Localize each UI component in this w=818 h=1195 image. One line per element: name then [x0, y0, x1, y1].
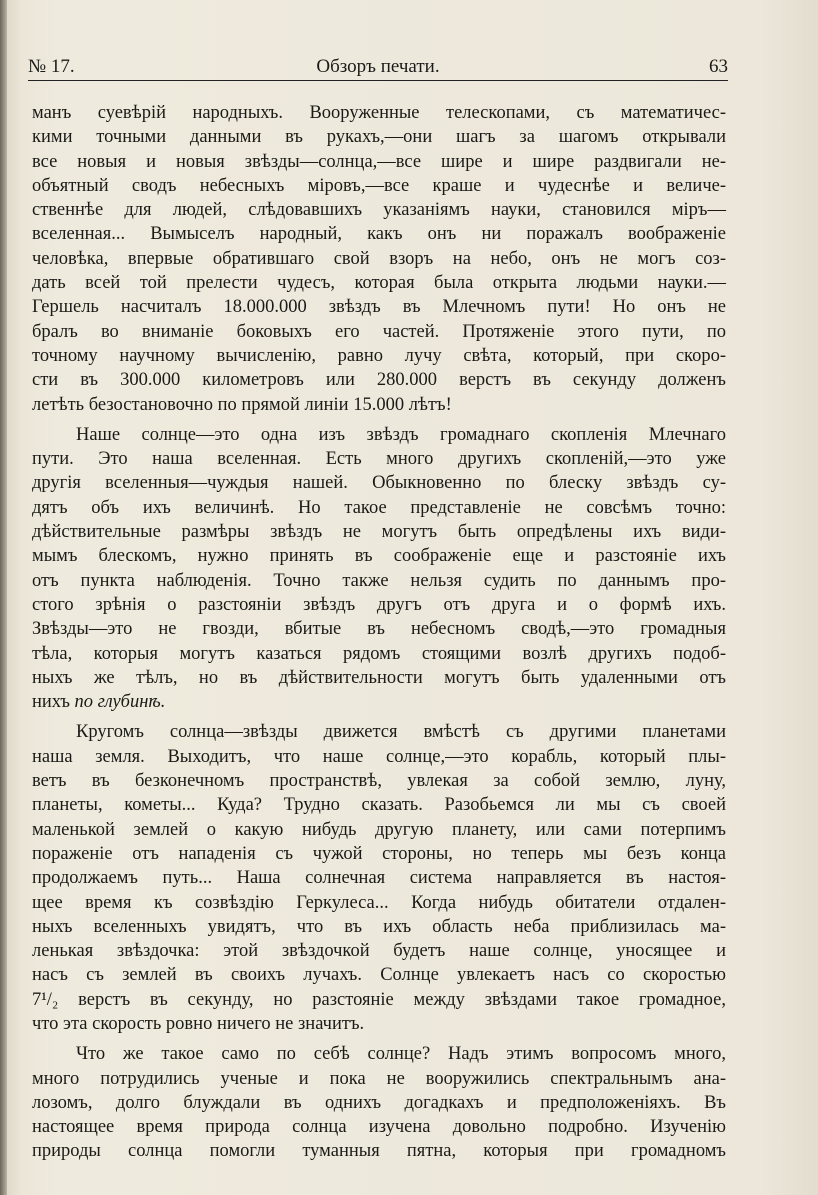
text-line: тѣла, которыя могутъ казаться рядомъ стоящими возлѣ другихъ подоб-	[32, 643, 726, 664]
text-line: летѣть безостановочно по прямой линіи 15.000 лѣтъ!	[32, 394, 452, 415]
text-line: бралъ во вниманіе боковыхъ его частей. Протяженіе этого пути, по	[32, 321, 726, 342]
text-line: стого зрѣнія о разстояніи звѣздъ другъ отъ друга и о формѣ ихъ.	[32, 594, 726, 615]
text-line: Кругомъ солнца—звѣзды движется вмѣстѣ съ другими планетами	[76, 722, 726, 743]
text-line: природы солнца помогли туманныя пятна, которыя при громадномъ	[32, 1141, 726, 1162]
text-line: планеты, кометы... Куда? Трудно сказать. Разобьемся ли мы съ своей	[32, 795, 726, 816]
text-line: манъ суевѣрій народныхъ. Вооруженные телескопами, съ математичес-	[32, 103, 726, 123]
text-line: отъ пункта наблюденія. Точно также нельзя судить по даннымъ про-	[32, 570, 726, 591]
text-line: все новыя и новыя звѣзды—солнца,—все шире и шире раздвигали не-	[32, 151, 726, 172]
header-rule	[28, 80, 728, 81]
text-line: продолжаемъ путь... Наша солнечная система направляется въ настоя-	[32, 868, 726, 889]
text-line: дѣйствительные размѣры звѣздъ не могутъ быть опредѣлены ихъ види-	[32, 522, 726, 543]
text-line: Гершель насчиталъ 18.000.000 звѣздъ въ Млечномъ пути! Но онъ не	[32, 297, 726, 318]
text-line: ныхъ вселенныхъ увидятъ, что въ ихъ область неба приблизилась ма-	[32, 916, 726, 937]
text-line: кими точными данными въ рукахъ,—они шагъ за шагомъ открывали	[32, 127, 726, 148]
paragraph	[32, 423, 726, 715]
text-line: объятный сводъ небесныхъ міровъ,—все краше и чудеснѣе и величе-	[32, 175, 726, 196]
text-line: дятъ объ ихъ величинѣ. Но такое представленіе не совсѣмъ точно:	[32, 497, 726, 518]
text-line: щее время къ созвѣздію Геркулеса... Когда нибудь обитатели отдален-	[32, 892, 726, 913]
paragraph	[32, 1042, 726, 1163]
text-line: точному научному вычисленію, равно лучу свѣта, который, при скоро-	[32, 345, 726, 366]
running-header	[28, 56, 728, 80]
text-line: ственнѣе для людей, слѣдовавшихъ указаніямъ науки, становился міръ—	[32, 200, 726, 221]
paragraph	[32, 101, 726, 417]
text-line: дать всей той прелести чудесъ, которая была открыта людьми науки.—	[32, 273, 726, 294]
italic-emphasis: по глубинѣ.	[74, 692, 166, 713]
text-line: человѣка, впервые обратившаго свой взоръ на небо, онъ не могъ соз-	[32, 248, 726, 269]
text-line: пораженіе отъ нападенія съ чужой стороны, но теперь мы безъ конца	[32, 843, 726, 864]
text-line: 7¹/₂ верстъ въ секунду, но разстояніе между звѣздами такое громадное,	[32, 989, 726, 1010]
page-binding-edge	[0, 0, 7, 1195]
text-line: Что же такое само по себѣ солнце? Надъ этимъ вопросомъ много,	[76, 1044, 726, 1065]
text-line: насъ съ землей въ своихъ лучахъ. Солнце увлекаетъ насъ со скоростью	[32, 965, 726, 986]
text-line: Звѣзды—это не гвозди, вбитые въ небесномъ сводѣ,—это громадныя	[32, 619, 726, 640]
text-line	[32, 690, 726, 714]
article-body	[32, 101, 726, 1164]
text-line: другія вселенныя—чуждыя нашей. Обыкновенно по блеску звѣздъ су-	[32, 473, 726, 494]
text-line: ленькая звѣздочка: этой звѣздочкой будетъ наше солнце, уносящее и	[32, 941, 726, 962]
section-title: Обзоръ печати.	[316, 56, 440, 77]
text-line: ныхъ же тѣлъ, но въ дѣйствительности могутъ быть удаленными отъ	[32, 667, 726, 688]
page-number: 63	[709, 56, 728, 77]
paragraph	[32, 720, 726, 1036]
text-line: сти въ 300.000 километровъ или 280.000 верстъ въ секунду долженъ	[32, 370, 726, 391]
text-line: что эта скорость ровно ничего не значитъ.	[32, 1013, 365, 1034]
text-line: лозомъ, долго блуждали въ однихъ догадкахъ и предположеніяхъ. Въ	[32, 1092, 726, 1113]
text-line: настоящее время природа солнца изучена довольно подробно. Изученію	[32, 1117, 726, 1138]
text-line: Наше солнце—это одна изъ звѣздъ громаднаго скопленія Млечнаго	[76, 424, 726, 445]
text-run: нихъ	[32, 692, 75, 713]
issue-number: № 17.	[28, 56, 75, 77]
text-line: маленькой землей о какую нибудь другую планету, или сами потерпимъ	[32, 819, 726, 840]
text-line: пути. Это наша вселенная. Есть много другихъ скопленій,—это уже	[32, 449, 726, 470]
text-line: много потрудились ученые и пока не вооружились спектральнымъ ана-	[32, 1068, 726, 1089]
text-line: наша земля. Выходитъ, что наше солнце,—это корабль, который плы-	[32, 746, 726, 767]
text-line: мымъ блескомъ, нужно принять въ соображеніе еще и разстояніе ихъ	[32, 546, 726, 567]
text-line: ветъ въ безконечномъ пространствѣ, увлекая за собой землю, луну,	[32, 771, 726, 792]
text-line: вселенная... Вымыселъ народный, какъ онъ ни поражалъ воображеніе	[32, 224, 726, 245]
